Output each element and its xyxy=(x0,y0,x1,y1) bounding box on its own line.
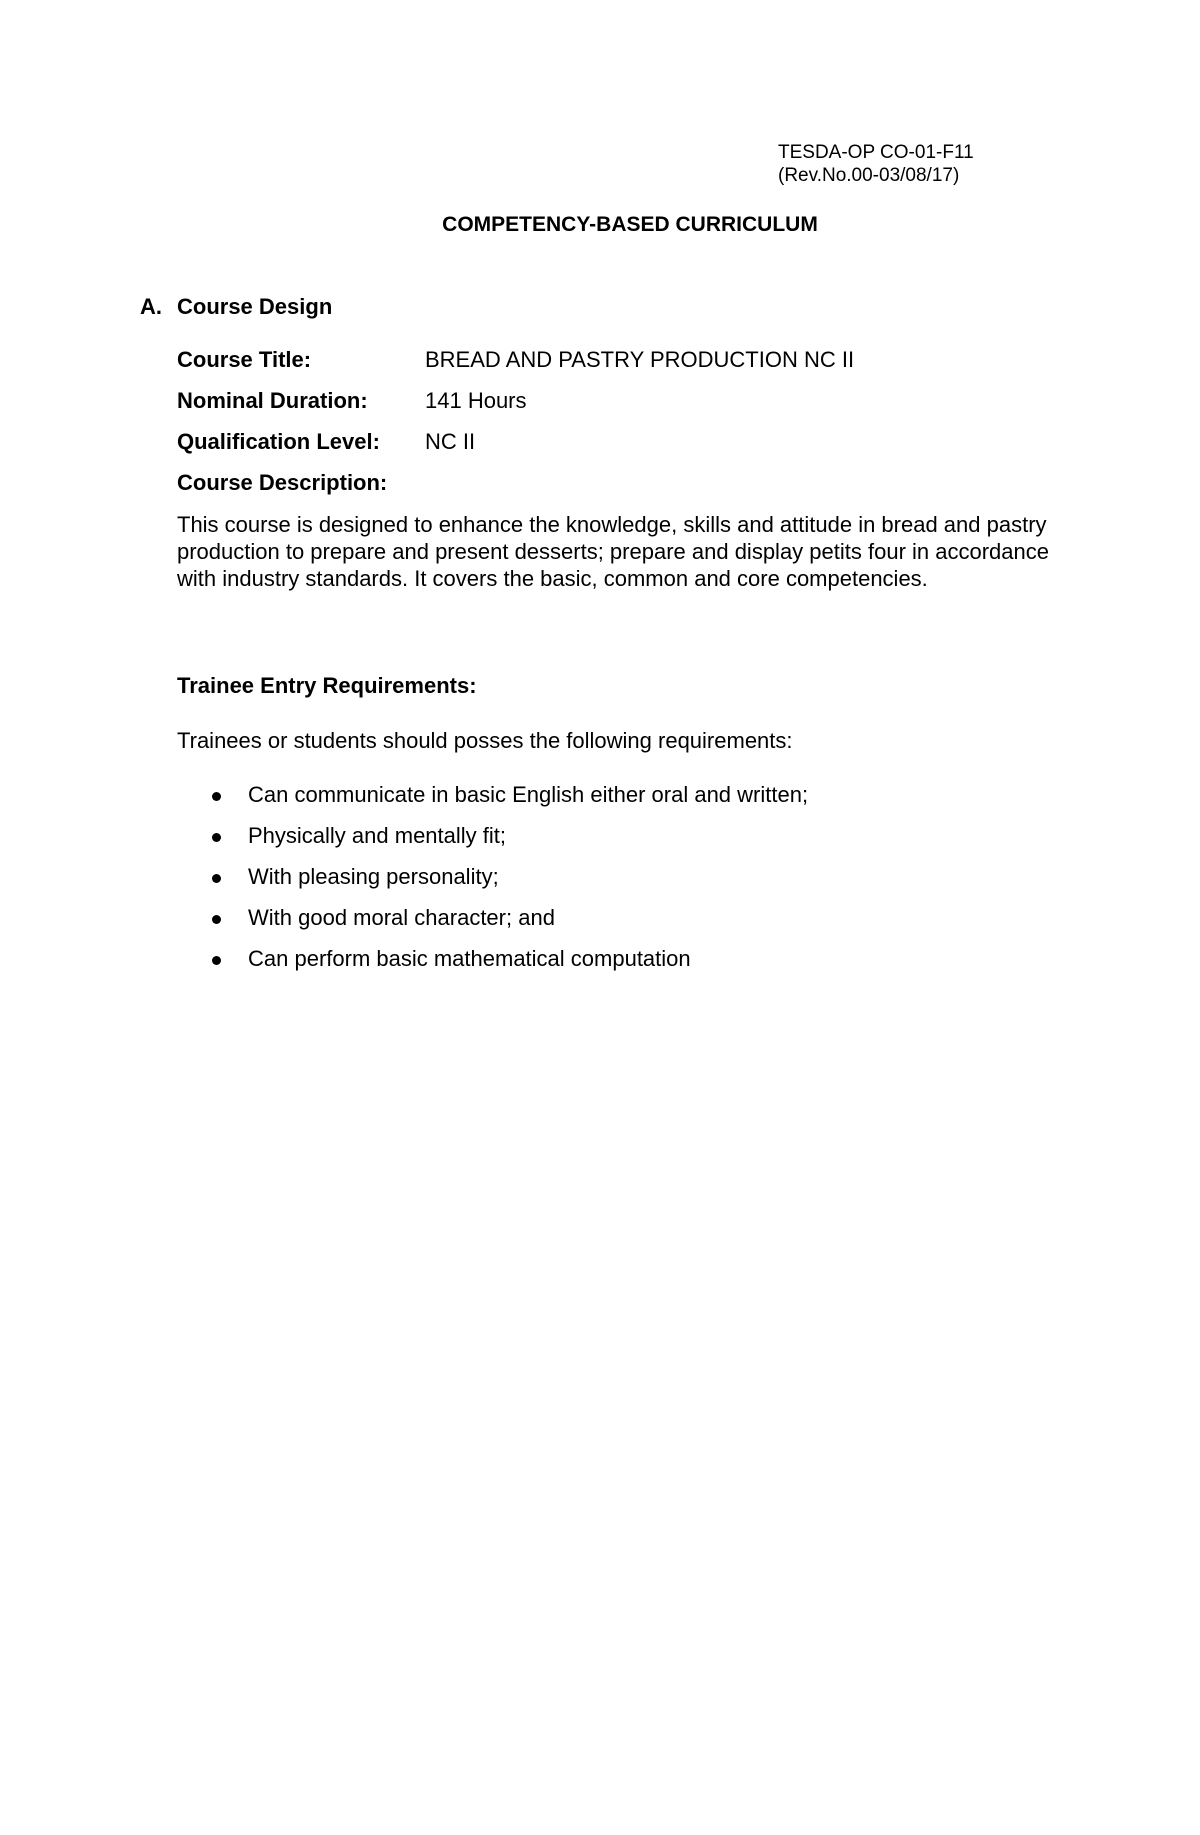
bullet-icon xyxy=(212,792,221,801)
list-item-text: Physically and mentally fit; xyxy=(248,823,506,848)
nominal-duration-value: 141 Hours xyxy=(425,388,527,413)
course-description-label: Course Description: xyxy=(177,470,388,495)
nominal-duration-label: Nominal Duration: xyxy=(177,388,368,413)
qualification-level-label: Qualification Level: xyxy=(177,429,380,454)
bullet-icon xyxy=(212,915,221,924)
section-heading xyxy=(140,294,332,320)
section-heading-text: Course Design xyxy=(177,294,333,319)
bullet-icon xyxy=(212,956,221,965)
list-item-text: With pleasing personality; xyxy=(248,864,499,889)
section-letter: A. xyxy=(140,294,162,319)
bullet-icon xyxy=(212,874,221,883)
entry-requirements-label: Trainee Entry Requirements: xyxy=(177,673,477,698)
list-item-text: Can perform basic mathematical computation xyxy=(248,946,691,971)
document-code xyxy=(778,141,974,187)
form-number: TESDA-OP CO-01-F11 xyxy=(778,142,974,163)
bullet-icon xyxy=(212,833,221,842)
revision-number: (Rev.No.00-03/08/17) xyxy=(778,165,960,186)
list-item-text: Can communicate in basic English either oral and written; xyxy=(248,782,809,807)
course-title-value: BREAD AND PASTRY PRODUCTION NC II xyxy=(425,347,855,372)
list-item-text: With good moral character; and xyxy=(248,905,555,930)
course-description-text: This course is designed to enhance the knowledge, skills and attitude in bread and pastry production to prepare and present desserts; prepare and display petits four in accordance with industry standards. It covers the basic, common and core competencies. xyxy=(177,512,1049,591)
course-title-label: Course Title: xyxy=(177,347,312,372)
qualification-level-value: NC II xyxy=(425,429,476,454)
entry-requirements-intro: Trainees or students should posses the following requirements: xyxy=(177,728,793,753)
page-title: COMPETENCY-BASED CURRICULUM xyxy=(442,213,818,236)
